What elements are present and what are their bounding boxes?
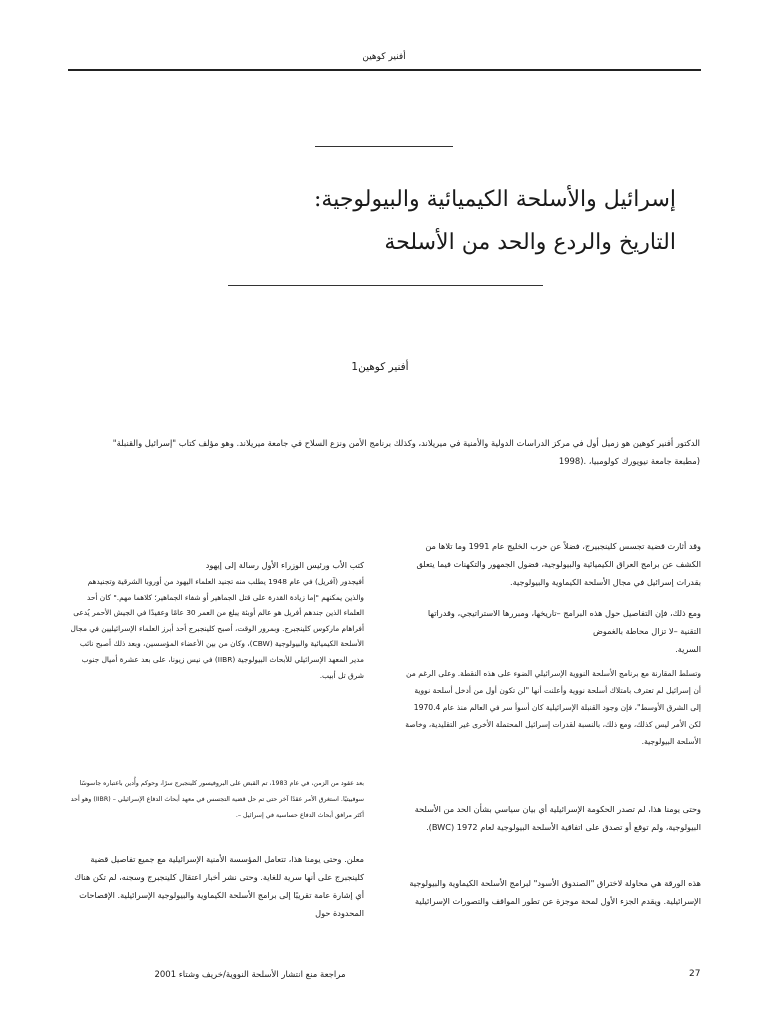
- title-bottom-rule: [228, 285, 543, 286]
- left-para-2: معلن. وحتى يومنا هذا، تتعامل المؤسسة الأمنية الإسرائيلية مع جميع تفاصيل قضية كلينجبرج على أنها سرية للغاية. وحتى نشر أخبار اعتقال كلينجبرج وسجنه، لم تكن هناك أي إشارة عامة تقريبًا إلى برامج الأسلحة الكيماوية والبيولوجية الإسرائيلية. الإفصاحات المحدودة حول: [74, 854, 364, 918]
- right-para-3: وتسلط المقارنة مع برنامج الأسلحة النووية الإسرائيلي الضوء على هذه النقطة. وعلى الرغم من أن إسرائيل لم تعترف بامتلاك أسلحة نووية وأعلنت أنها "لن تكون أول من أدخل أسلحة نووية إلى الشرق الأوسط"، فإن وجود القنبلة الإسرائيلية كان أسوأ سر في العالم منذ عام 1970.4 لكن الأمر ليس كذلك، ومع ذلك، بالنسبة لقدرات إسرائيل المحتملة الأخرى غير التقليدية، وخاصة الأسلحة البيولوجية.: [405, 669, 701, 746]
- right-para-2b: السرية.: [675, 644, 701, 654]
- left-para-1: أفيجدور (آفريل) في عام 1948 يطلب منه تجنيد العلماء اليهود من أوروبا الشرقية وتجنيدهم والذين يمكنهم "إما زيادة القدرة على قتل الجماهير أو شفاء الجماهير؛ كلاهما مهم." كان أحد العلماء الذين جندهم أفريل هو عالم أوبئة يبلغ من العمر 30 عامًا وعقيدًا في الجيش الأحمر يُدعى أفراهام ماركوس كلينجبرج. وبمرور الوقت، أصبح كلينجبرج أحد أبرز العلماء الإسرائيليين في مجال الأسلحة الكيميائية والبيولوجية (CBW)، وكان من بين الأعضاء المؤسسين، وبعد ذلك أصبح نائب مدير المعهد الإسرائيلي للأبحاث البيولوجية (IIBR) في نيس زيونا، على بعد عشرة أميال جنوب شرق تل أبيب.: [70, 577, 364, 680]
- left-para-1-top: كتب الأب ورئيس الوزراء الأول رسالة إلى إيهود: [205, 560, 364, 570]
- right-para-4: وحتى يومنا هذا، لم تصدر الحكومة الإسرائيلية أي بيان سياسي بشأن الحد من الأسلحة البيولوجية، ولم توقع أو تصدق على اتفاقية الأسلحة البيولوجية لعام 1972 (BWC).: [414, 804, 701, 832]
- running-header-author: أفنير كوهين: [362, 52, 406, 62]
- left-footnote: بعد عقود من الزمن، في عام 1983، تم القبض على البروفيسور كلينجبرج سرًا، وحوكم وأُدين باعتباره جاسوسًا سوفييتيًا. استغرق الأمر عقدًا آخر حتى تم حل قضية التجسس في معهد أبحاث الدفاع الإسرائيلي – (IIBR) وهو أحد أكثر مرافق أبحاث الدفاع حساسية في إسرائيل –.: [70, 780, 364, 819]
- title-line-2: التاريخ والردع والحد من الأسلحة: [384, 230, 676, 255]
- header-rule: [68, 69, 701, 71]
- title-top-rule: [315, 146, 453, 147]
- journal-footer: مراجعة منع انتشار الأسلحة النووية/خريف وشتاء 2001: [154, 970, 346, 980]
- right-para-1: وقد أثارت قضية تجسس كلينجبيرج، فضلاً عن حرب الخليج عام 1991 وما تلاها من الكشف عن برامج العراق الكيميائية والبيولوجية، فضول الجمهور والتكهنات فيما يتعلق بقدرات إسرائيل في مجال الأسلحة الكيماوية والبيولوجية.: [416, 541, 701, 587]
- right-para-5: هذه الورقة هي محاولة لاختراق "الصندوق الأسود" لبرامج الأسلحة الكيماوية والبيولوجية الإسرائيلية. ويقدم الجزء الأول لمحة موجزة عن تطور المواقف والتصورات الإسرائيلية: [409, 878, 701, 906]
- author-name: أفنير كوهين1: [351, 361, 409, 373]
- article-title: [230, 178, 676, 264]
- title-line-1: إسرائيل والأسلحة الكيميائية والبيولوجية:: [313, 187, 676, 212]
- right-para-2: ومع ذلك، فإن التفاصيل حول هذه البرامج –تاريخها، ومبررها الاستراتيجي، وقدراتها التقنية –لا تزال محاطة بالغموض: [427, 608, 701, 636]
- author-bio: الدكتور أفنير كوهين هو زميل أول في مركز الدراسات الدولية والأمنية في ميريلاند، وكذلك برنامج الأمن ونزع السلاح في جامعة ميريلاند. وهو مؤلف كتاب "إسرائيل والقنبلة" (مطبعة جامعة نيويورك كولومبيا، .(1998: [112, 438, 700, 466]
- page-number: 27: [689, 969, 701, 979]
